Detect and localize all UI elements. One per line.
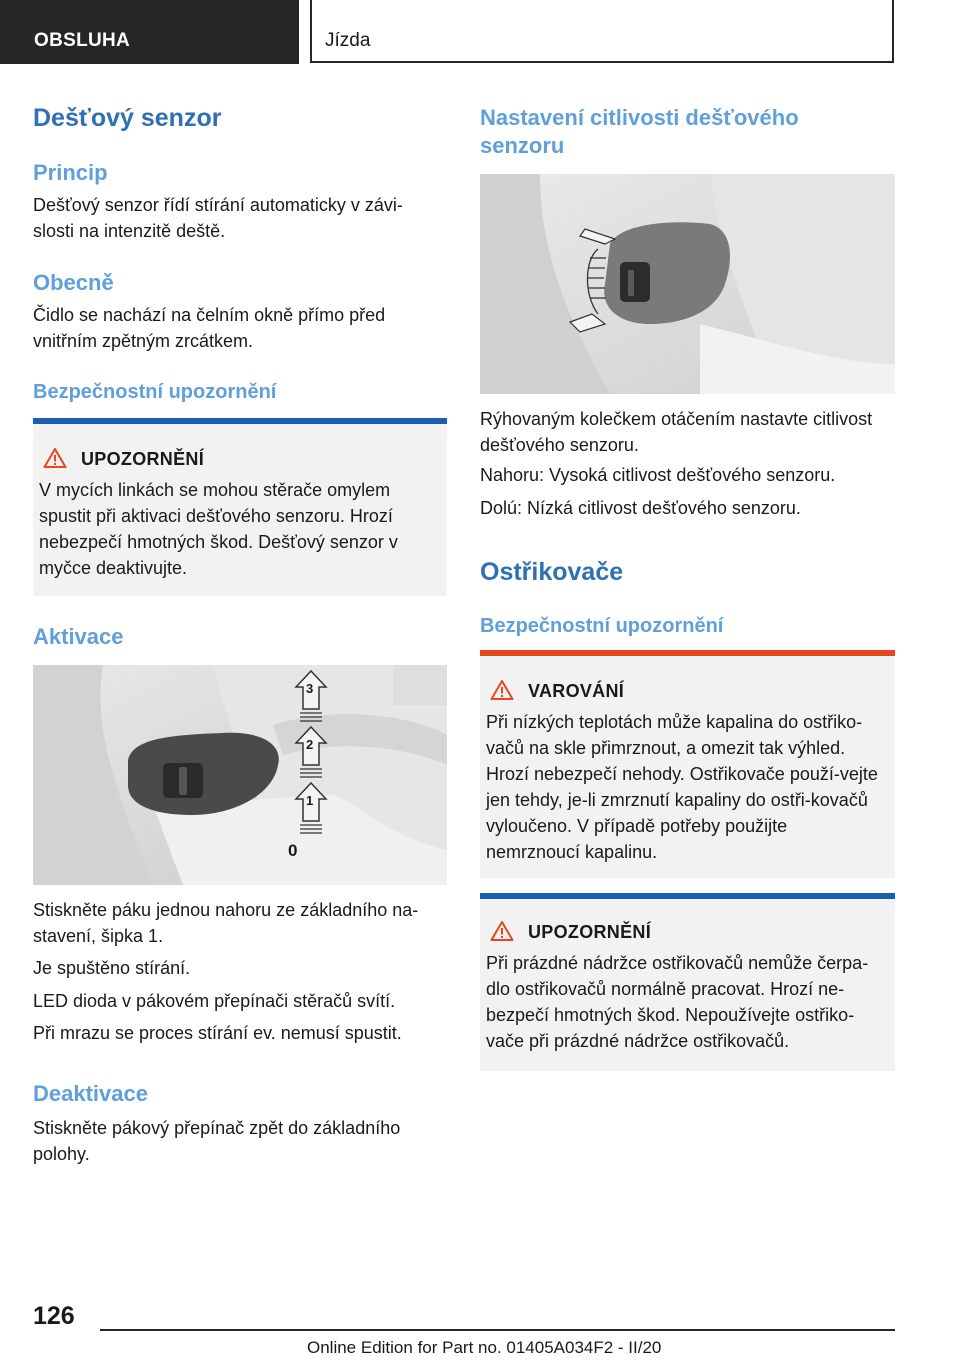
rain-sensor-title: Dešťový senzor [33, 104, 222, 132]
aktivace-text-3: LED dioda v pákovém přepínači stěračů svítí. [33, 991, 396, 1011]
notice-title: UPOZORNĚNÍ [81, 449, 205, 469]
sensitivity-text-1: Rýhovaným kolečkem otáčením nastavte citlivost dešťového senzoru. [480, 409, 873, 455]
warning-bar [480, 650, 895, 656]
sensitivity-text-2: Nahoru: Vysoká citlivost dešťového senzoru. [480, 465, 836, 485]
sensitivity-title: Nastavení citlivosti dešťového senzoru [480, 105, 799, 158]
aktivace-text-2: Je spuštěno stírání. [33, 958, 191, 978]
page-number: 126 [33, 1302, 75, 1330]
position-label-3: 3 [306, 681, 314, 696]
deaktivace-heading: Deaktivace [33, 1081, 148, 1106]
notice-bar [480, 893, 895, 899]
warning-title: VAROVÁNÍ [528, 681, 625, 701]
header-chapter-tab [310, 0, 894, 63]
notice-bar [33, 418, 447, 424]
safety-heading-right: Bezpečnostní upozornění [480, 615, 724, 637]
notice-box-right [480, 893, 895, 1071]
notice-text: Při prázdné nádržce ostřikovačů nemůže čerpa-dlo ostřikovačů normálně pracovat. Hrozí ne-bezpečí hmotných škod. Nepoužívejte ostřiko-vače při prázdné nádržce ostřikovačů. [486, 953, 869, 1051]
footer-rule [100, 1329, 895, 1331]
washers-heading: Ostřikovače [480, 558, 624, 586]
safety-heading-left: Bezpečnostní upozornění [33, 381, 277, 403]
deaktivace-text: Stiskněte pákový přepínač zpět do základního polohy. [33, 1118, 401, 1164]
princip-text: Dešťový senzor řídí stírání automaticky v závi-slosti na intenzitě deště. [33, 195, 403, 241]
warning-text: Při nízkých teplotách může kapalina do ostřiko-vačů na skle přimrznout, a omezit tak výhled. Hrozí nebezpečí nehody. Ostřikovače použí-vejte jen tehdy, je-li zmrznutí kapaliny do ostři-kovačů vyloučeno. V případě potřeby použijte nemrznoucí kapalinu. [486, 712, 878, 862]
aktivace-text-4: Při mrazu se proces stírání ev. nemusí spustit. [33, 1023, 402, 1043]
position-label-0: 0 [288, 841, 298, 860]
header-section-tab [0, 0, 299, 64]
princip-heading: Princip [33, 160, 108, 185]
position-label-2: 2 [306, 737, 314, 752]
notice-title: UPOZORNĚNÍ [528, 922, 652, 942]
warning-triangle-icon [490, 679, 514, 701]
notice-box-left [33, 418, 447, 596]
obecne-text: Čidlo se nachází na čelním okně přímo před vnitřním zpětným zrcátkem. [33, 305, 386, 351]
warning-triangle-icon [490, 920, 514, 942]
position-label-1: 1 [306, 793, 314, 808]
edition-note: Online Edition for Part no. 01405A034F2 - II/20 [307, 1338, 662, 1357]
sensitivity-text-3: Dolú: Nízká citlivost dešťového senzoru. [480, 498, 801, 518]
warning-triangle-icon [43, 447, 67, 469]
aktivace-text-1: Stiskněte páku jednou nahoru ze základního na-stavení, šipka 1. [33, 900, 419, 946]
notice-text: V mycích linkách se mohou stěrače omylem spustit při aktivaci dešťového senzoru. Hrozí nebezpečí hmotných škod. Dešťový senzor v myčce deaktivujte. [39, 480, 398, 578]
sensitivity-wheel-image [480, 174, 895, 394]
wiper-stalk-image [33, 665, 447, 885]
aktivace-heading: Aktivace [33, 624, 124, 649]
header-chapter-label: Jízda [325, 30, 371, 51]
header-section-label: OBSLUHA [34, 30, 131, 51]
obecne-heading: Obecně [33, 270, 114, 295]
warning-box [480, 650, 895, 878]
